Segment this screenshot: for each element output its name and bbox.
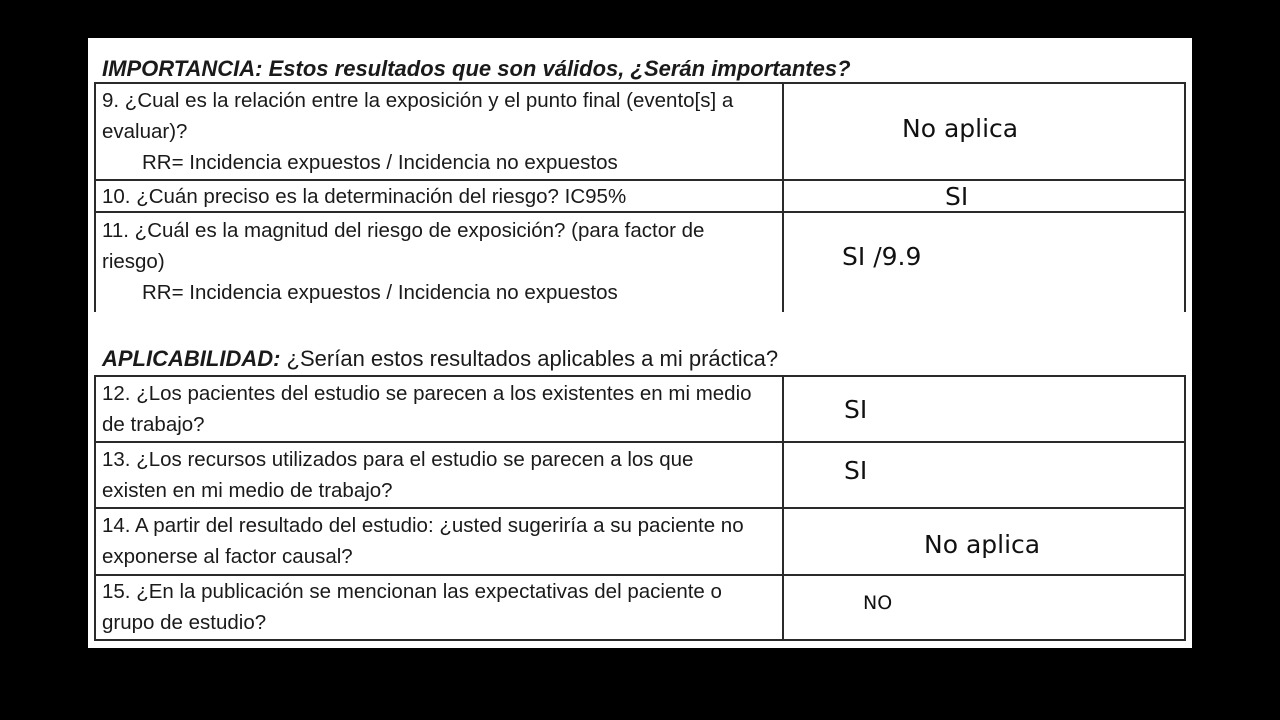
- question-10: [102, 181, 626, 212]
- table-border: [1184, 375, 1186, 641]
- answer-9: No aplica: [902, 114, 1019, 143]
- table-rule: [94, 639, 1186, 641]
- table-divider: [782, 82, 784, 312]
- question-line: 9. ¿Cual es la relación entre la exposición y el punto final (evento[s] a: [102, 89, 734, 112]
- question-14: [102, 510, 744, 572]
- question-line: 15. ¿En la publicación se mencionan las expectativas del paciente o: [102, 580, 722, 603]
- table-rule: [94, 507, 1186, 509]
- section-label: IMPORTANCIA:: [102, 56, 263, 81]
- section-heading-importancia: [102, 58, 851, 80]
- table-divider: [782, 375, 784, 641]
- question-line: existen en mi medio de trabajo?: [102, 479, 393, 502]
- evaluation-sheet: [88, 38, 1192, 648]
- question-line: riesgo): [102, 250, 165, 273]
- question-line: 11. ¿Cuál es la magnitud del riesgo de exposición? (para factor de: [102, 219, 705, 242]
- question-line: 10. ¿Cuán preciso es la determinación del riesgo? IC95%: [102, 185, 627, 208]
- question-15: [102, 576, 722, 638]
- question-12: [102, 378, 752, 440]
- question-line: exponerse al factor causal?: [102, 545, 353, 568]
- question-formula: RR= Incidencia expuestos / Incidencia no expuestos: [142, 151, 618, 174]
- question-line: de trabajo?: [102, 413, 205, 436]
- question-line: 13. ¿Los recursos utilizados para el estudio se parecen a los que: [102, 448, 694, 471]
- table-border: [94, 375, 96, 641]
- table-rule: [94, 82, 1186, 84]
- table-rule: [94, 441, 1186, 443]
- question-13: [102, 444, 693, 506]
- question-line: 12. ¿Los pacientes del estudio se parecen a los existentes en mi medio: [102, 382, 752, 405]
- question-line: 14. A partir del resultado del estudio: ¿usted sugeriría a su paciente no: [102, 514, 744, 537]
- answer-11: SI /9.9: [842, 242, 922, 271]
- section-question: Estos resultados que son válidos, ¿Serán importantes?: [262, 56, 851, 81]
- section-heading-aplicabilidad: [102, 348, 778, 370]
- question-line: evaluar)?: [102, 120, 188, 143]
- answer-13: SI: [844, 456, 868, 485]
- table-border: [94, 82, 96, 312]
- section-question: ¿Serían estos resultados aplicables a mi práctica?: [280, 346, 779, 371]
- question-formula: RR= Incidencia expuestos / Incidencia no expuestos: [142, 281, 618, 304]
- answer-14: No aplica: [924, 530, 1041, 559]
- section-label: APLICABILIDAD:: [102, 346, 281, 371]
- answer-12: SI: [844, 395, 868, 424]
- table-border: [1184, 82, 1186, 312]
- answer-10: SI: [945, 182, 969, 211]
- answer-15: NO: [863, 592, 893, 614]
- question-11: [102, 215, 704, 308]
- table-rule: [94, 375, 1186, 377]
- question-line: grupo de estudio?: [102, 611, 267, 634]
- question-9: [102, 85, 733, 178]
